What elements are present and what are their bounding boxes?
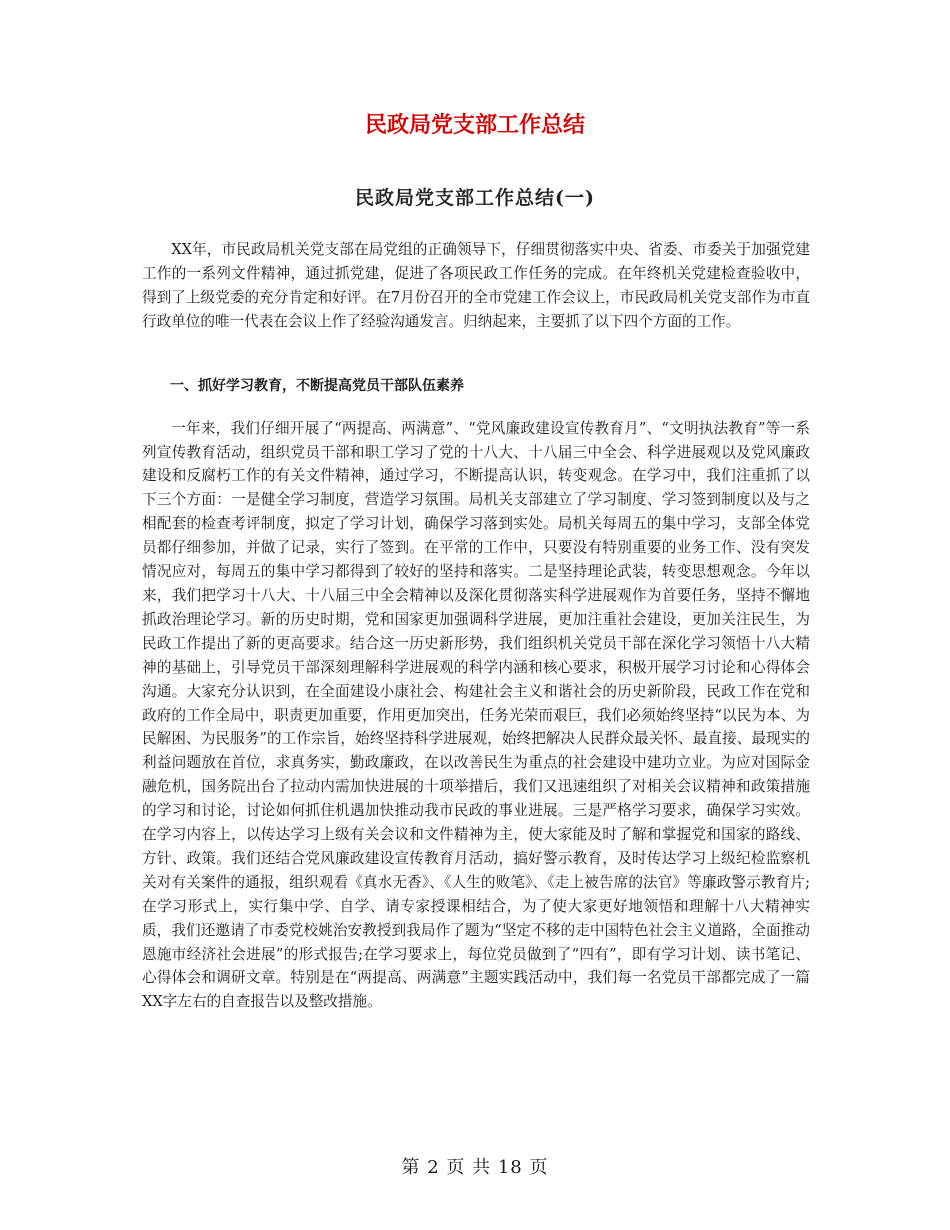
section-heading-1: 一、抓好学习教育，不断提高党员干部队伍素养: [170, 377, 464, 394]
intro-paragraph: XX年，市民政局机关党支部在局党组的正确领导下，仔细贯彻落实中央、省委、市委关于加强党建工作的一系列文件精神，通过抓党建，促进了各项民政工作任务的完成。在年终机关党建检查验收中，得到了上级党委的充分肯定和好评。在7月份召开的全市党建工作会议上，市民政局机关党支部作为市直行政单位的唯一代表在会议上作了经验沟通发言。归纳起来，主要抓了以下四个方面的工作。: [142, 241, 810, 330]
page-indicator: 第 2 页 共 18 页: [401, 1157, 549, 1178]
section-1-paragraph: 一年来，我们仔细开展了“两提高、两满意”、“党风廉政建设宣传教育月”、“文明执法教育”等一系列宣传教育活动，组织党员干部和职工学习了党的十八大、十八届三中全会、科学进展观以及党风廉政建设和反腐朽工作的有关文件精神，通过学习，不断提高认识，转变观念。在学习中，我们注重抓了以下三个方面：一是健全学习制度，营造学习氛围。局机关支部建立了学习制度、学习签到制度以及与之相配套的检查考评制度，拟定了学习计划，确保学习落到实处。局机关每周五的集中学习，支部全体党员都仔细参加，并做了记录，实行了签到。在平常的工作中，只要没有特别重要的业务工作、没有突发情况应对，每周五的集中学习都得到了较好的坚持和落实。二是坚持理论武装，转变思想观念。今年以来，我们把学习十八大、十八届三中全会精神以及深化贯彻落实科学进展观作为首要任务，坚持不懈地抓政治理论学习。新的历史时期，党和国家更加强调科学进展，更加注重社会建设，更加关注民生，为民政工作提出了新的更高要求。结合这一历史新形势，我们组织机关党员干部在深化学习领悟十八大精神的基础上，引导党员干部深刻理解科学进展观的科学内涵和核心要求，积极开展学习讨论和心得体会沟通。大家充分认识到，在全面建设小康社会、构建社会主义和谐社会的历史新阶段，民政工作在党和政府的工作全局中，职责更加重要，作用更加突出，任务光荣而艰巨，我们必须始终坚持“以民为本、为民解困、为民服务”的工作宗旨，始终坚持科学进展观，始终把解决人民群众最关怀、最直接、最现实的利益问题放在首位，求真务实，勤政廉政，在以改善民生为重点的社会建设中建功立业。为应对国际金融危机，国务院出台了拉动内需加快进展的十项举措后，我们又迅速组织了对相关会议精神和政策措施的学习和讨论，讨论如何抓住机遇加快推动我市民政的事业进展。三是严格学习要求，确保学习实效。在学习内容上，以传达学习上级有关会议和文件精神为主，使大家能及时了解和掌握党和国家的路线、方针、政策。我们还结合党风廉政建设宣传教育月活动，搞好警示教育，及时传达学习上级纪检监察机关对有关案件的通报，组织观看《真水无香》、《人生的败笔》、《走上被告席的法官》等廉政警示教育片;在学习形式上，实行集中学、自学、请专家授课相结合，为了使大家更好地领悟和理解十八大精神实质，我们还邀请了市委党校姚治安教授到我局作了题为“坚定不移的走中国特色社会主义道路，全面推动恩施市经济社会进展”的形式报告;在学习要求上，每位党员做到了“四有”，即有学习计划、读书笔记、心得体会和调研文章。特别是在“两提高、两满意”主题实践活动中，我们每一名党员干部都完成了一篇XX字左右的自查报告以及整改措施。: [142, 419, 810, 1011]
document-body: [142, 238, 810, 1014]
document-subtitle: 民政局党支部工作总结(一): [355, 187, 595, 209]
page-title: 民政局党支部工作总结: [364, 113, 585, 138]
